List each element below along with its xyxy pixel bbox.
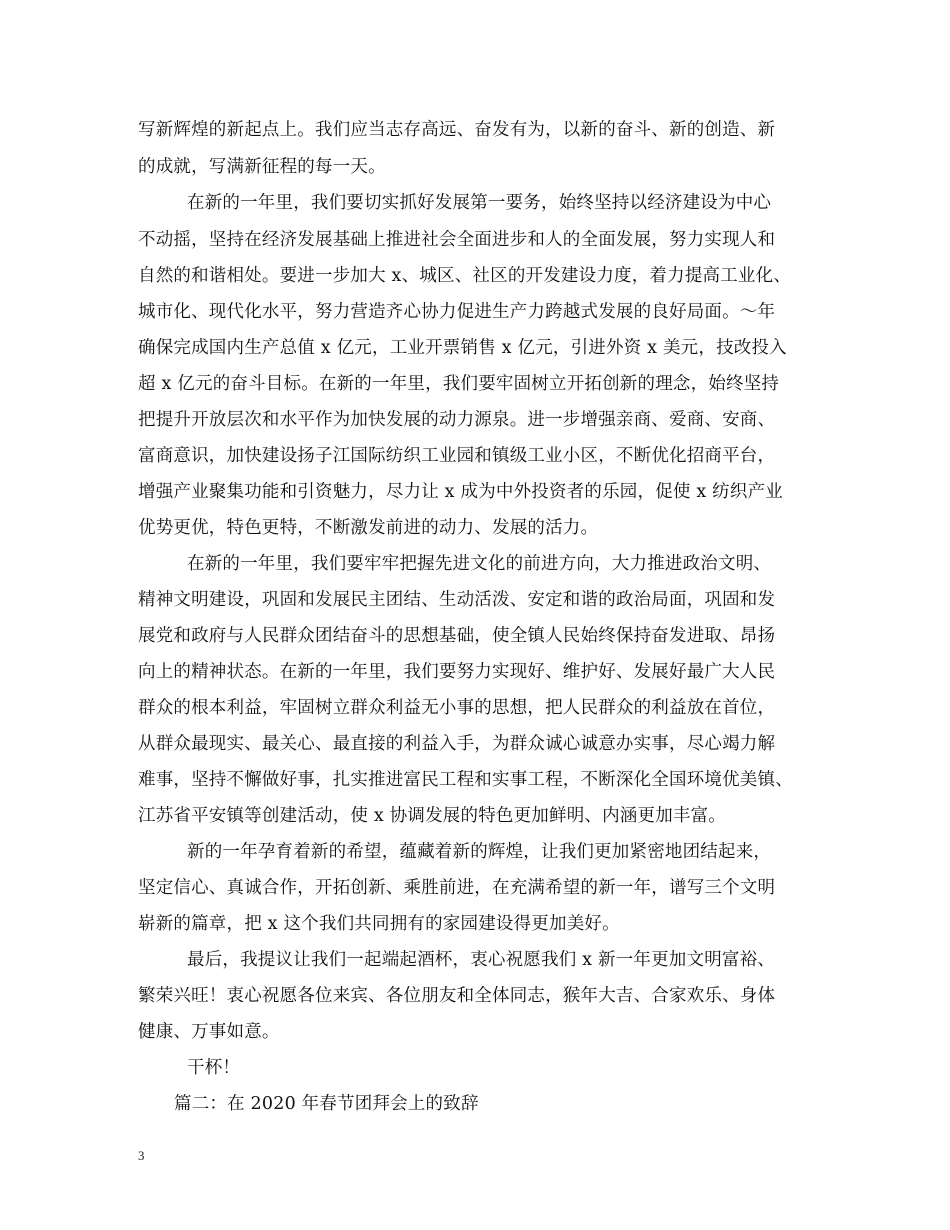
text-line: 向上的精神状态。在新的一年里，我们要努力实现好、维护好、发展好最广大人民 xyxy=(138,662,776,682)
text-line: 增强产业聚集功能和引资魅力，尽力让 x 成为中外投资者的乐园，促使 x 纺织产业 xyxy=(138,482,783,502)
text-line: 写新辉煌的新起点上。我们应当志存高远、奋发有为，以新的奋斗、新的创造、新 xyxy=(138,120,776,140)
text-line: 最后，我提议让我们一起端起酒杯，衷心祝愿我们 x 新一年更加文明富裕、 xyxy=(187,950,775,970)
text-line: 从群众最现实、最关心、最直接的利益入手，为群众诚心诚意办实事，尽心竭力解 xyxy=(138,734,776,754)
text-line: 精神文明建设，巩固和发展民主团结、生动活泼、安定和谐的政治局面，巩固和发 xyxy=(138,590,776,610)
text-line: 在新的一年里，我们要牢牢把握先进文化的前进方向，大力推进政治文明、 xyxy=(187,554,772,574)
text-line: 群众的根本利益，牢固树立群众利益无小事的思想，把人民群众的利益放在首位， xyxy=(138,698,776,718)
text-line: 不动摇，坚持在经济发展基础上推进社会全面进步和人的全面发展，努力实现人和 xyxy=(138,230,776,250)
text-line: 优势更优，特色更特，不断激发前进的动力、发展的活力。 xyxy=(138,518,599,538)
text-line: 确保完成国内生产总值 x 亿元，工业开票销售 x 亿元，引进外资 x 美元，技改投入 xyxy=(138,338,787,358)
text-line: 城市化、现代化水平，努力营造齐心协力促进生产力跨越式发展的良好局面。～年 xyxy=(138,302,776,322)
text-line: 的成就，写满新征程的每一天。 xyxy=(138,157,386,177)
text-line: 健康、万事如意。 xyxy=(138,1022,280,1042)
text-line: 难事，坚持不懈做好事，扎实推进富民工程和实事工程，不断深化全国环境优美镇、 xyxy=(138,770,793,790)
text-line: 超 x 亿元的奋斗目标。在新的一年里，我们要牢固树立开拓创新的理念，始终坚持 xyxy=(138,374,780,394)
text-line: 新的一年孕育着新的希望，蕴藏着新的辉煌，让我们更加紧密地团结起来， xyxy=(187,842,772,862)
text-line: 展党和政府与人民群众团结奋斗的思想基础，使全镇人民始终保持奋发进取、昂扬 xyxy=(138,626,776,646)
page-number: 3 xyxy=(138,1148,145,1163)
text-line: 江苏省平安镇等创建活动，使 x 协调发展的特色更加鲜明、内涵更加丰富。 xyxy=(138,806,726,826)
section-heading: 篇二：在 2020 年春节团拜会上的致辞 xyxy=(174,1094,479,1114)
text-line: 崭新的篇章，把 x 这个我们共同拥有的家园建设得更加美好。 xyxy=(138,914,620,934)
text-line: 把提升开放层次和水平作为加快发展的动力源泉。进一步增强亲商、爱商、安商、 xyxy=(138,410,776,430)
text-line: 繁荣兴旺！衷心祝愿各位来宾、各位朋友和全体同志，猴年大吉、合家欢乐、身体 xyxy=(138,986,776,1006)
text-line: 干杯！ xyxy=(187,1058,241,1078)
text-line: 坚定信心、真诚合作，开拓创新、乘胜前进，在充满希望的新一年，谱写三个文明 xyxy=(138,878,776,898)
text-line: 在新的一年里，我们要切实抓好发展第一要务，始终坚持以经济建设为中心 xyxy=(187,193,772,213)
text-line: 富商意识，加快建设扬子江国际纺织工业园和镇级工业小区，不断优化招商平台， xyxy=(138,446,776,466)
text-line: 自然的和谐相处。要进一步加大 x、城区、社区的开发建设力度，着力提高工业化、 xyxy=(138,266,792,286)
